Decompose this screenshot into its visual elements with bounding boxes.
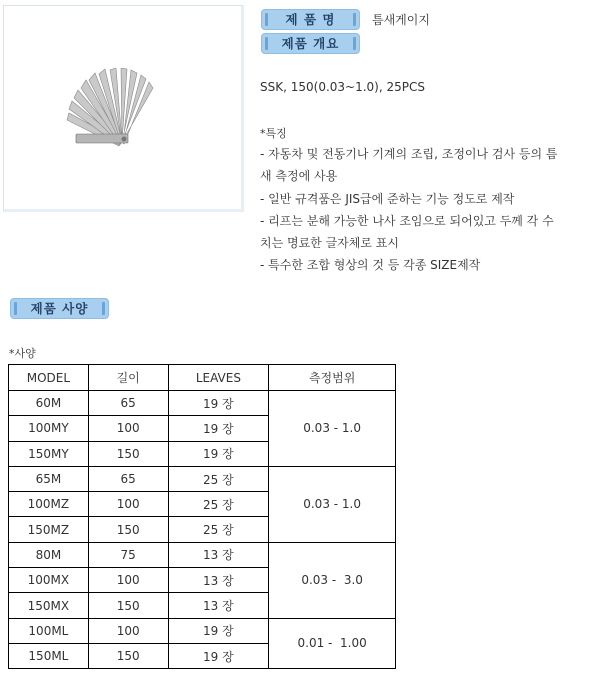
cell-length: 150 — [88, 441, 168, 466]
overview-line: SSK, 150(0.03~1.0), 25PCS — [260, 80, 425, 94]
feature-line: - 리프는 분해 가능한 나사 조임으로 되어있고 두께 각 수 — [260, 214, 554, 228]
cell-leaves: 19 장 — [168, 416, 269, 441]
cell-leaves: 25 장 — [168, 517, 269, 542]
cell-model: 80M — [9, 542, 89, 567]
cell-leaves: 19 장 — [168, 391, 269, 416]
header-length: 길이 — [88, 365, 168, 391]
cell-length: 150 — [88, 517, 168, 542]
cell-leaves: 19 장 — [168, 618, 269, 643]
cell-model: 60M — [9, 391, 89, 416]
cell-leaves: 19 장 — [168, 643, 269, 668]
cell-length: 75 — [88, 542, 168, 567]
header-leaves: LEAVES — [168, 365, 269, 391]
product-name-value: 틈새게이지 — [372, 13, 430, 27]
cell-leaves: 13 장 — [168, 542, 269, 567]
table-row — [9, 466, 396, 491]
cell-length: 150 — [88, 643, 168, 668]
cell-model: 100MX — [9, 568, 89, 593]
feature-line: 치는 명료한 글자체로 표시 — [260, 236, 399, 250]
cell-range: 0.03 - 1.0 — [269, 391, 396, 467]
cell-length: 100 — [88, 416, 168, 441]
product-spec-label: 제품 사양 — [10, 298, 109, 319]
spec-header-row — [9, 365, 396, 391]
cell-model: 150MY — [9, 441, 89, 466]
cell-length: 65 — [88, 466, 168, 491]
cell-model: 150ML — [9, 643, 89, 668]
cell-model: 100ML — [9, 618, 89, 643]
cell-leaves: 13 장 — [168, 568, 269, 593]
table-row — [9, 542, 396, 567]
table-row — [9, 391, 396, 416]
feature-line: - 특수한 조합 형상의 것 등 각종 SIZE제작 — [260, 258, 481, 272]
cell-model: 150MX — [9, 593, 89, 618]
cell-leaves: 25 장 — [168, 466, 269, 491]
cell-length: 65 — [88, 391, 168, 416]
cell-length: 150 — [88, 593, 168, 618]
cell-length: 100 — [88, 618, 168, 643]
header-model: MODEL — [9, 365, 89, 391]
feature-line: - 자동차 및 전동기나 기계의 조립, 조정이나 검사 등의 틈 — [260, 147, 558, 161]
cell-range: 0.03 - 3.0 — [269, 542, 396, 618]
table-row — [9, 618, 396, 643]
cell-leaves: 19 장 — [168, 441, 269, 466]
product-image-frame — [3, 5, 244, 212]
feature-line: 새 측정에 사용 — [260, 169, 338, 183]
feeler-gauge-image — [64, 68, 164, 153]
header-range: 측정범위 — [269, 365, 396, 391]
product-overview-label: 제품 개요 — [261, 33, 360, 54]
spec-table — [8, 364, 396, 669]
cell-range: 0.03 - 1.0 — [269, 466, 396, 542]
features-title: *특징 — [260, 127, 287, 140]
cell-model: 100MY — [9, 416, 89, 441]
cell-leaves: 25 장 — [168, 492, 269, 517]
cell-length: 100 — [88, 492, 168, 517]
cell-length: 100 — [88, 568, 168, 593]
cell-leaves: 13 장 — [168, 593, 269, 618]
cell-range: 0.01 - 1.00 — [269, 618, 396, 669]
cell-model: 100MZ — [9, 492, 89, 517]
cell-model: 65M — [9, 466, 89, 491]
product-name-label: 제 품 명 — [261, 9, 360, 30]
spec-caption: *사양 — [9, 347, 36, 360]
cell-model: 150MZ — [9, 517, 89, 542]
feature-line: - 일반 규격품은 JIS급에 준하는 기능 정도로 제작 — [260, 192, 515, 206]
